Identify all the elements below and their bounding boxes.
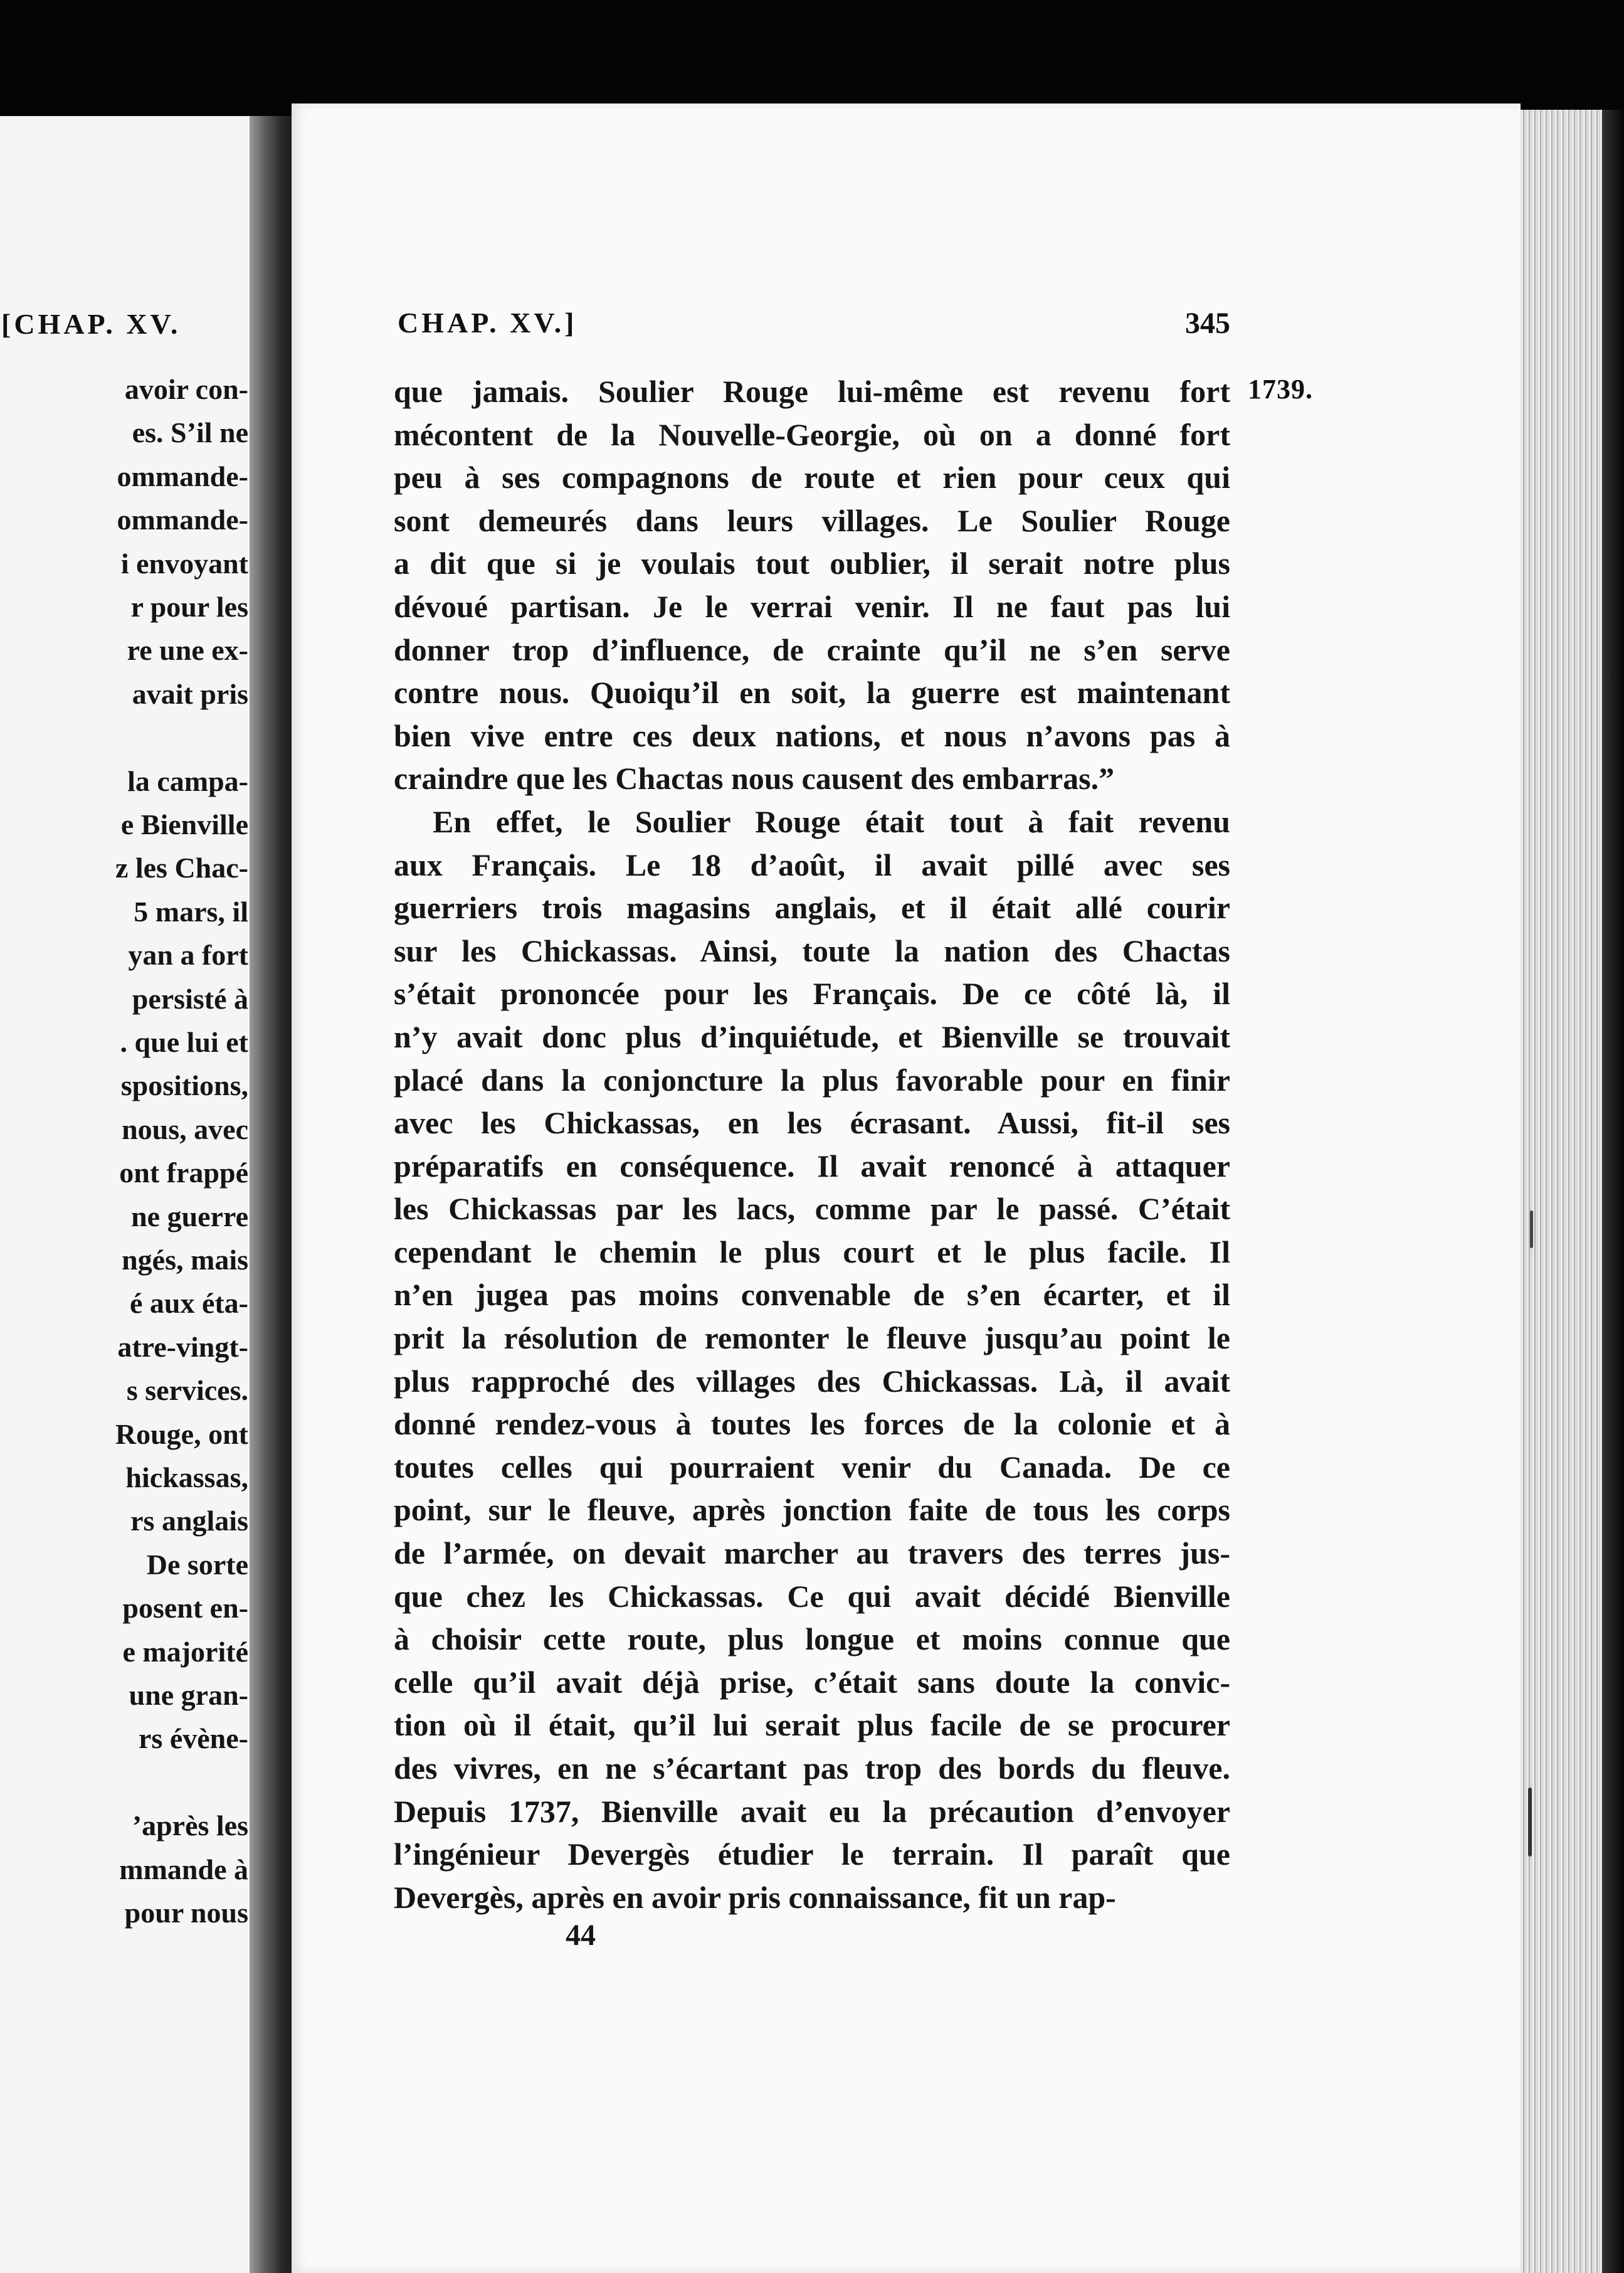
page-number: 345 <box>1185 307 1230 340</box>
left-page-line: posent en- <box>122 1592 248 1624</box>
left-page-line: rs anglais <box>130 1505 248 1537</box>
text-line: tion où il était, qu’il lui serait plus facile de se procurer <box>394 1707 1230 1743</box>
text-line: donner trop d’influence, de crainte qu’il ne s’en serve <box>394 632 1230 667</box>
text-line: l’ingénieur Devergès étudier le terrain. Il paraît que <box>394 1836 1230 1872</box>
text-line: aux Français. Le 18 d’août, il avait pillé avec ses <box>394 847 1230 882</box>
text-line: placé dans la conjoncture la plus favorable pour en finir <box>394 1062 1230 1098</box>
text-line: toutes celles qui pourraient venir du Canada. De ce <box>394 1449 1230 1485</box>
left-page-line: avoir con- <box>124 373 248 405</box>
left-page-line: hickassas, <box>125 1461 248 1493</box>
text-line: n’y avait donc plus d’inquiétude, et Bienville se trouvait <box>394 1019 1230 1054</box>
scan-speck <box>1530 1211 1533 1248</box>
left-page-line: 5 mars, il <box>134 895 248 928</box>
text-line: s’était prononcée pour les Français. De ce côté là, il <box>394 976 1230 1012</box>
left-page-line: es. S’il ne <box>132 416 248 449</box>
text-line: à choisir cette route, plus longue et moins connue que <box>394 1621 1230 1657</box>
left-page-line: e majorité <box>122 1635 248 1668</box>
text-line: des vivres, en ne s’écartant pas trop des bords du fleuve. <box>394 1751 1230 1786</box>
left-page-line: la campa- <box>127 765 248 797</box>
text-line: que jamais. Soulier Rouge lui-même est revenu fort <box>394 374 1230 409</box>
text-line: contre nous. Quoiqu’il en soit, la guerre est maintenant <box>394 675 1230 711</box>
left-page-line: spositions, <box>120 1069 248 1102</box>
scan-speck <box>1611 668 1616 677</box>
text-line: sont demeurés dans leurs villages. Le Soulier Rouge <box>394 502 1230 538</box>
left-page-line: rs évène- <box>139 1722 248 1755</box>
text-line: plus rapproché des villages des Chickassas. Là, il avait <box>394 1363 1230 1399</box>
left-page-line: ont frappé <box>119 1157 248 1189</box>
text-line: Devergès, après en avoir pris connaissance, fit un rap- <box>394 1879 1116 1915</box>
text-line: avec les Chickassas, en les écrasant. Aussi, fit-il ses <box>394 1105 1230 1141</box>
left-page-line: avait pris <box>132 677 248 710</box>
text-line: craindre que les Chactas nous causent des embarras.” <box>394 761 1115 797</box>
left-page-line: i envoyant <box>120 547 248 580</box>
left-page-line: ne guerre <box>131 1200 248 1232</box>
text-line: Depuis 1737, Bienville avait eu la précaution d’envoyer <box>394 1793 1230 1829</box>
left-page-line: persisté à <box>132 982 248 1015</box>
text-line: En effet, le Soulier Rouge était tout à fait revenu <box>433 803 1230 839</box>
text-line: a dit que si je voulais tout oublier, il serait notre plus <box>394 546 1230 581</box>
left-page-line: ommande- <box>117 504 248 536</box>
left-page-line: z les Chac- <box>115 852 248 884</box>
text-line: peu à ses compagnons de route et rien pour ceux qui <box>394 460 1230 495</box>
book-gutter <box>250 116 295 2273</box>
running-head: CHAP. XV.] <box>398 307 577 339</box>
text-line: dévoué partisan. Je le verrai venir. Il ne faut pas lui <box>394 588 1230 624</box>
left-page-line: Rouge, ont <box>115 1417 248 1450</box>
text-line: mécontent de la Nouvelle-Georgie, où on a donné fort <box>394 416 1230 452</box>
body-text <box>394 370 1230 1919</box>
left-page-line: atre-vingt- <box>117 1330 248 1363</box>
left-page-line: . que lui et <box>120 1026 248 1058</box>
text-line: préparatifs en conséquence. Il avait renoncé à attaquer <box>394 1148 1230 1184</box>
text-line: cependant le chemin le plus court et le plus facile. Il <box>394 1234 1230 1269</box>
left-page-line: ommande- <box>117 460 248 492</box>
left-page-line: nous, avec <box>122 1113 248 1145</box>
left-page-line: yan a fort <box>128 939 248 972</box>
text-line: donné rendez-vous à toutes les forces de la colonie et à <box>394 1406 1230 1442</box>
text-line: celle qu’il avait déjà prise, c’était sans doute la convic- <box>394 1664 1230 1700</box>
left-page-line: une gran- <box>129 1679 248 1711</box>
left-page-line: e Bienville <box>120 808 248 840</box>
left-page-line: mmande à <box>119 1853 248 1885</box>
page-edges <box>1521 110 1602 2273</box>
edge-shadow <box>1602 110 1624 2273</box>
left-page-line: De sorte <box>146 1548 248 1581</box>
text-line: que chez les Chickassas. Ce qui avait décidé Bienville <box>394 1578 1230 1614</box>
left-page-line: ngés, mais <box>122 1244 248 1276</box>
text-line: point, sur le fleuve, après jonction faite de tous les corps <box>394 1492 1230 1528</box>
signature-mark: 44 <box>566 1919 596 1952</box>
text-line: les Chickassas par les lacs, comme par le passé. C’était <box>394 1191 1230 1227</box>
left-page-line: r pour les <box>130 591 248 623</box>
text-line: n’en jugea pas moins convenable de s’en écarter, et il <box>394 1277 1230 1313</box>
margin-date: 1739. <box>1248 374 1313 405</box>
left-page-line: pour nous <box>124 1897 248 1929</box>
text-line: bien vive entre ces deux nations, et nous n’avons pas à <box>394 718 1230 753</box>
text-line: sur les Chickassas. Ainsi, toute la nation des Chactas <box>394 933 1230 968</box>
left-page-line: s services. <box>126 1374 248 1407</box>
left-page-line: ’après les <box>132 1809 248 1842</box>
left-page-line: re une ex- <box>127 634 248 667</box>
scan-speck <box>1528 1788 1532 1857</box>
left-running-head: [CHAP. XV. <box>1 308 181 340</box>
text-line: guerriers trois magasins anglais, et il était allé courir <box>394 890 1230 926</box>
text-line: prit la résolution de remonter le fleuve jusqu’au point le <box>394 1320 1230 1356</box>
text-line: de l’armée, on devait marcher au travers des terres jus- <box>394 1535 1230 1571</box>
left-page-line: é aux éta- <box>129 1287 248 1320</box>
